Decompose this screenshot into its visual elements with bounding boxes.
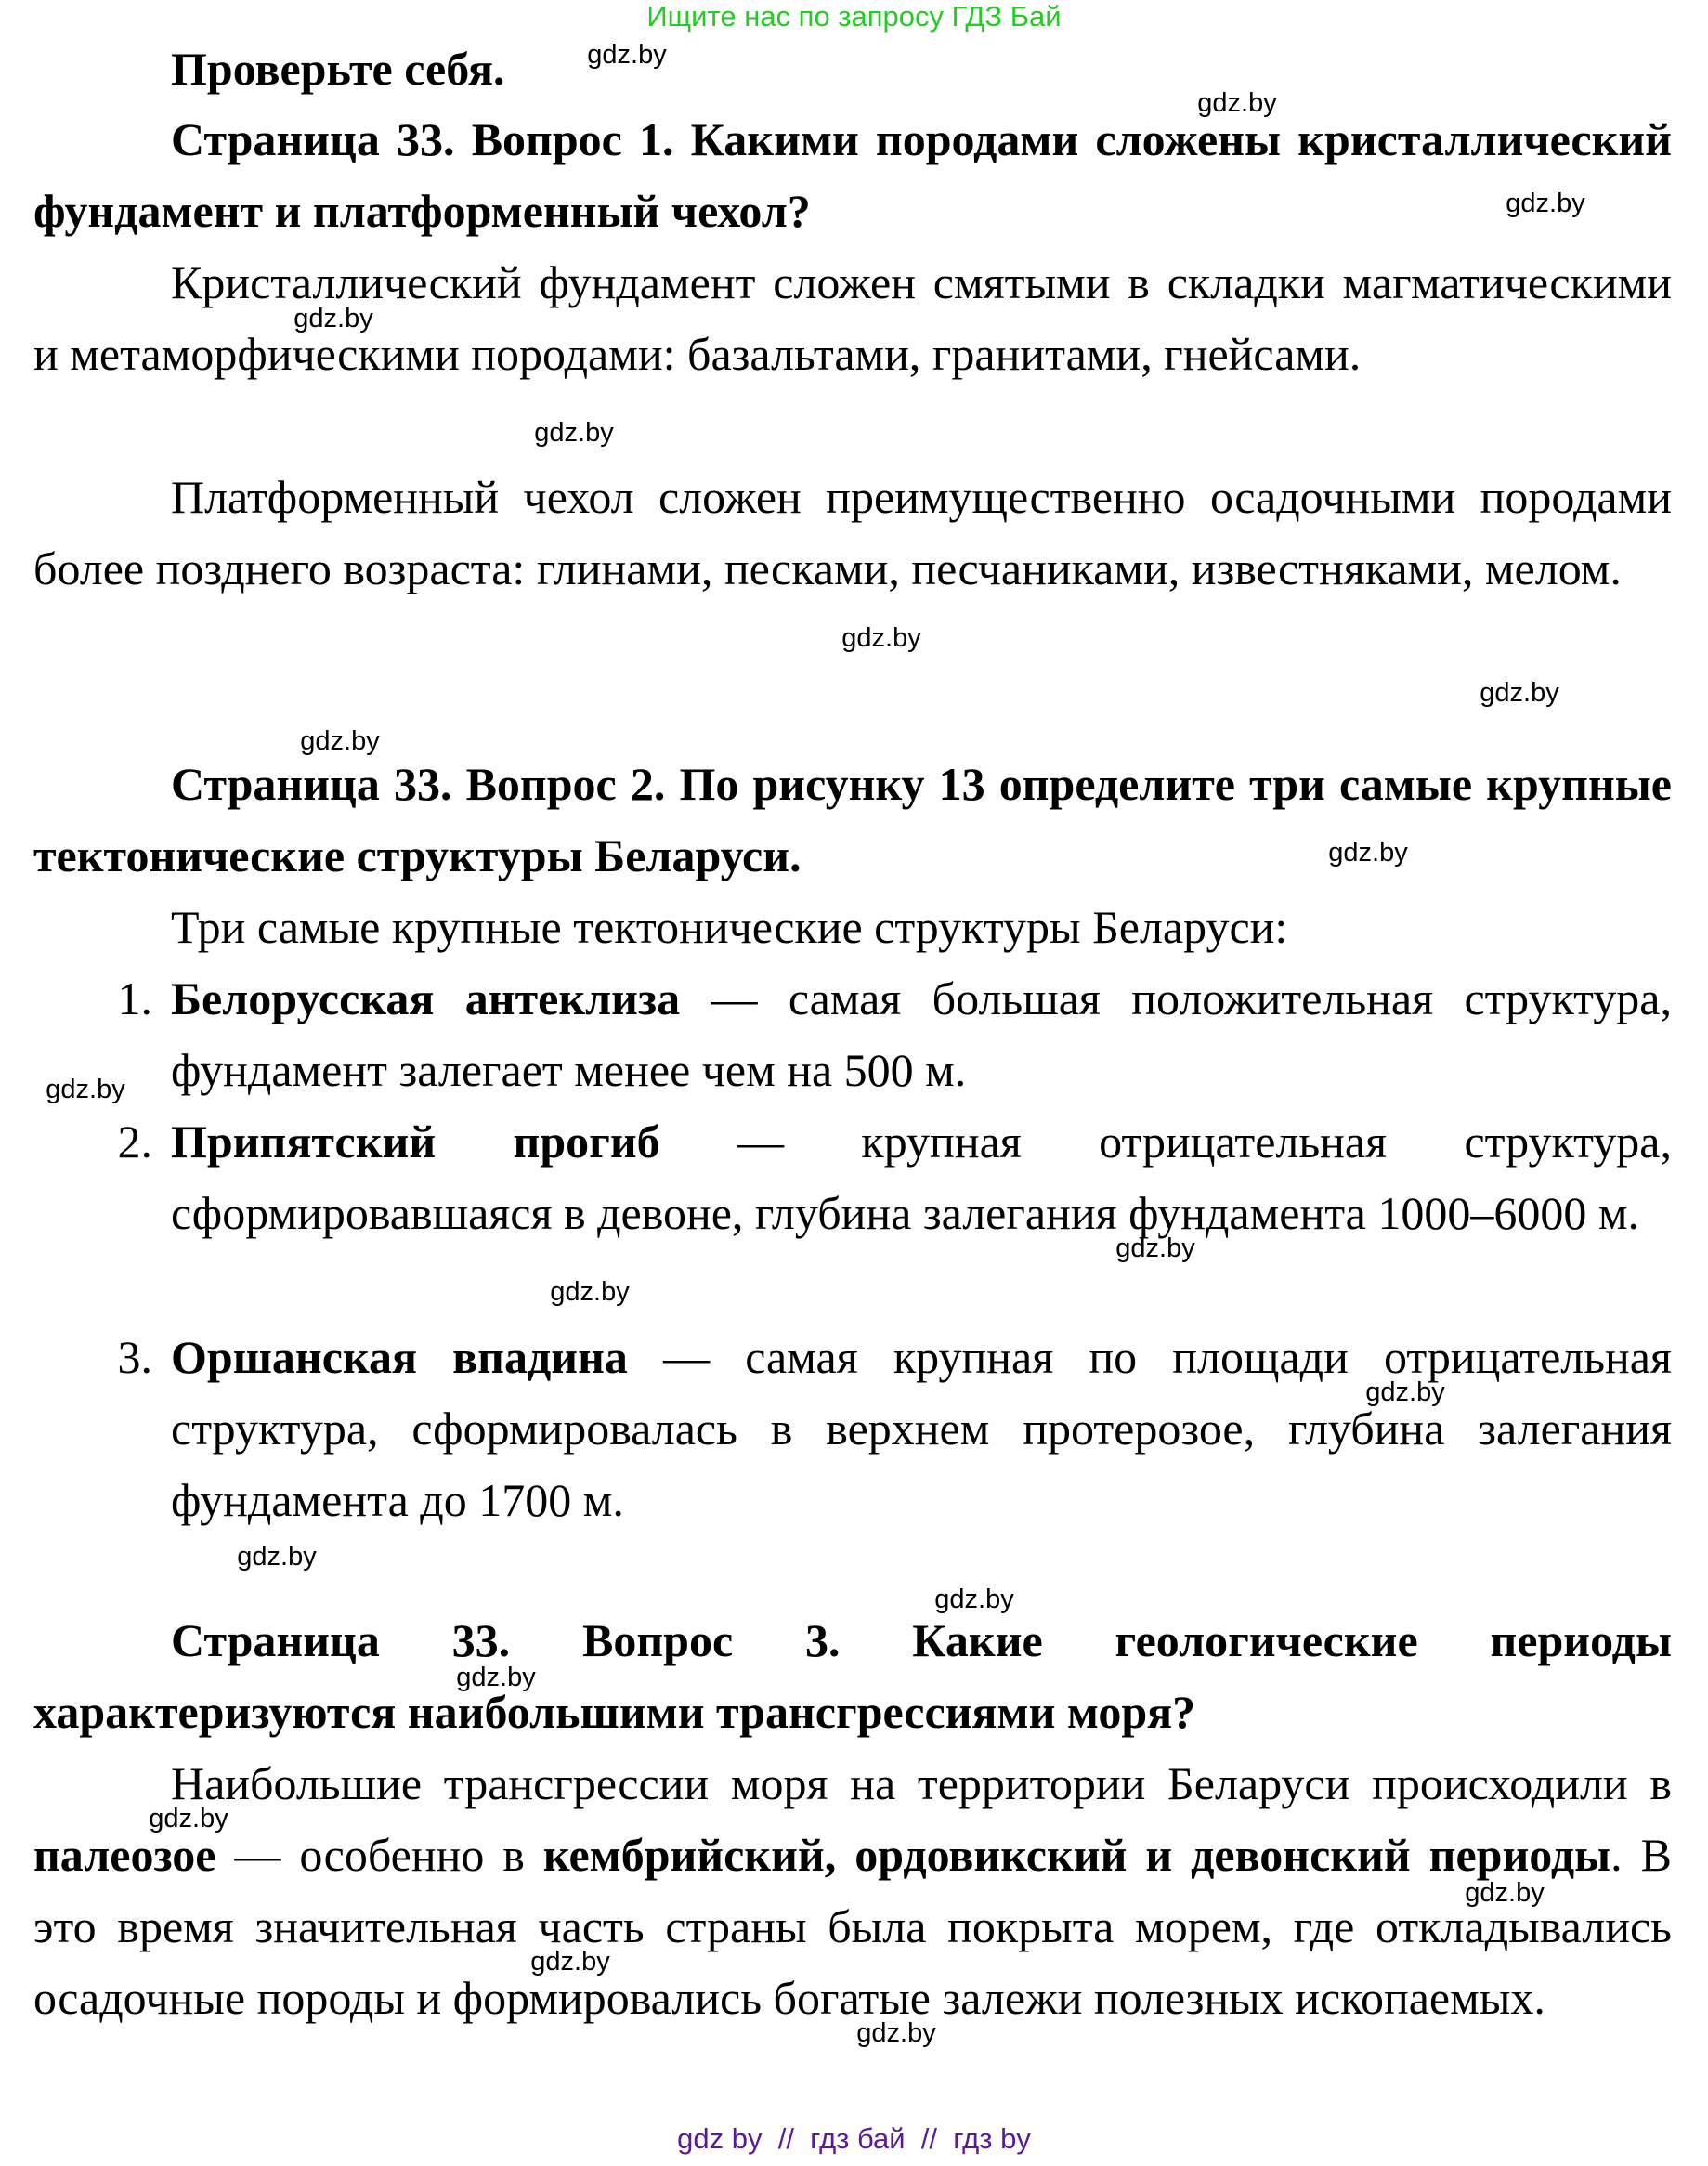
answer-2-intro: Три самые крупные тектонические структуры Беларуси: xyxy=(171,901,1288,953)
list-number: 1. xyxy=(117,972,152,1024)
watermark: gdz.by xyxy=(534,418,614,448)
question-2-heading: Страница 33. Вопрос 2. По рисунку 13 определите три самые крупные тектонические структуры Беларуси. xyxy=(33,758,1672,881)
watermark: gdz.by xyxy=(1480,678,1559,708)
watermark: gdz.by xyxy=(1328,838,1408,868)
list-number: 3. xyxy=(117,1331,152,1383)
list-text: — крупная отрицательная структура, сформировавшаяся в девоне, глубина залегания фундамента 1000–6000 м. xyxy=(171,1116,1672,1239)
footer-links: gdz by // гдз бай // гдз by xyxy=(677,2122,1031,2155)
watermark: gdz.by xyxy=(587,40,667,70)
answer-text: Наибольшие трансгрессии моря на территории Беларуси происходили в xyxy=(171,1757,1672,1809)
list-text: — самая крупная по площади отрицательная структура, сформировалась в верхнем протерозое, глубина залегания фундамента до 1700 м. xyxy=(171,1331,1672,1526)
watermark: gdz.by xyxy=(841,623,921,653)
list-item xyxy=(117,1106,1672,1249)
watermark: gdz.by xyxy=(550,1277,630,1307)
page-title: Проверьте себя. xyxy=(171,43,505,95)
watermark: gdz.by xyxy=(456,1663,536,1692)
list-term: Оршанская впадина xyxy=(171,1331,628,1383)
answer-bold: кембрийский, ордовикский и девонский периоды xyxy=(542,1829,1611,1881)
watermark: gdz.by xyxy=(1506,189,1585,218)
watermark: gdz.by xyxy=(237,1542,317,1572)
list-item xyxy=(117,1322,1672,1536)
watermark: gdz.by xyxy=(293,304,373,333)
answer-bold: палеозое xyxy=(33,1829,216,1881)
watermark: gdz.by xyxy=(46,1075,125,1104)
answer-3-paragraph xyxy=(33,1748,1672,2034)
watermark: gdz.by xyxy=(300,726,380,756)
question-1-heading: Страница 33. Вопрос 1. Какими породами сложены кристаллический фундамент и платформенный чехол? xyxy=(33,113,1672,237)
watermark: gdz.by xyxy=(934,1585,1014,1614)
watermark: gdz.by xyxy=(1197,88,1277,118)
list-item xyxy=(117,963,1672,1106)
search-banner: Ищите нас по запросу ГДЗ Бай xyxy=(646,0,1062,33)
watermark: gdz.by xyxy=(1365,1377,1445,1407)
answer-text: . В это время значительная часть страны была покрыта морем, где откладывались осадочные породы и формировались богатые залежи полезных ископаемых. xyxy=(33,1829,1672,2024)
list-text: — самая большая положительная структура, фундамент залегает менее чем на 500 м. xyxy=(171,972,1672,1096)
watermark: gdz.by xyxy=(856,2018,936,2048)
answer-1-paragraph-1: Кристаллический фундамент сложен смятыми в складки магматическими и метаморфическими породами: базальтами, гранитами, гнейсами. xyxy=(33,256,1672,380)
list-term: Припятский прогиб xyxy=(171,1116,660,1168)
list-term: Белорусская антеклиза xyxy=(171,972,681,1024)
question-3-heading: Страница 33. Вопрос 3. Какие геологические периоды характеризуются наибольшими трансгрессиями моря? xyxy=(33,1614,1672,1738)
watermark: gdz.by xyxy=(1115,1233,1195,1263)
list-number: 2. xyxy=(117,1116,152,1168)
watermark: gdz.by xyxy=(530,1947,610,1977)
watermark: gdz.by xyxy=(149,1804,228,1833)
watermark: gdz.by xyxy=(1465,1878,1545,1908)
answer-1-paragraph-2: Платформенный чехол сложен преимущественно осадочными породами более позднего возраста: глинами, песками, песчаниками, известняками, мелом. xyxy=(33,471,1672,594)
answer-text: — особенно в xyxy=(215,1829,543,1881)
